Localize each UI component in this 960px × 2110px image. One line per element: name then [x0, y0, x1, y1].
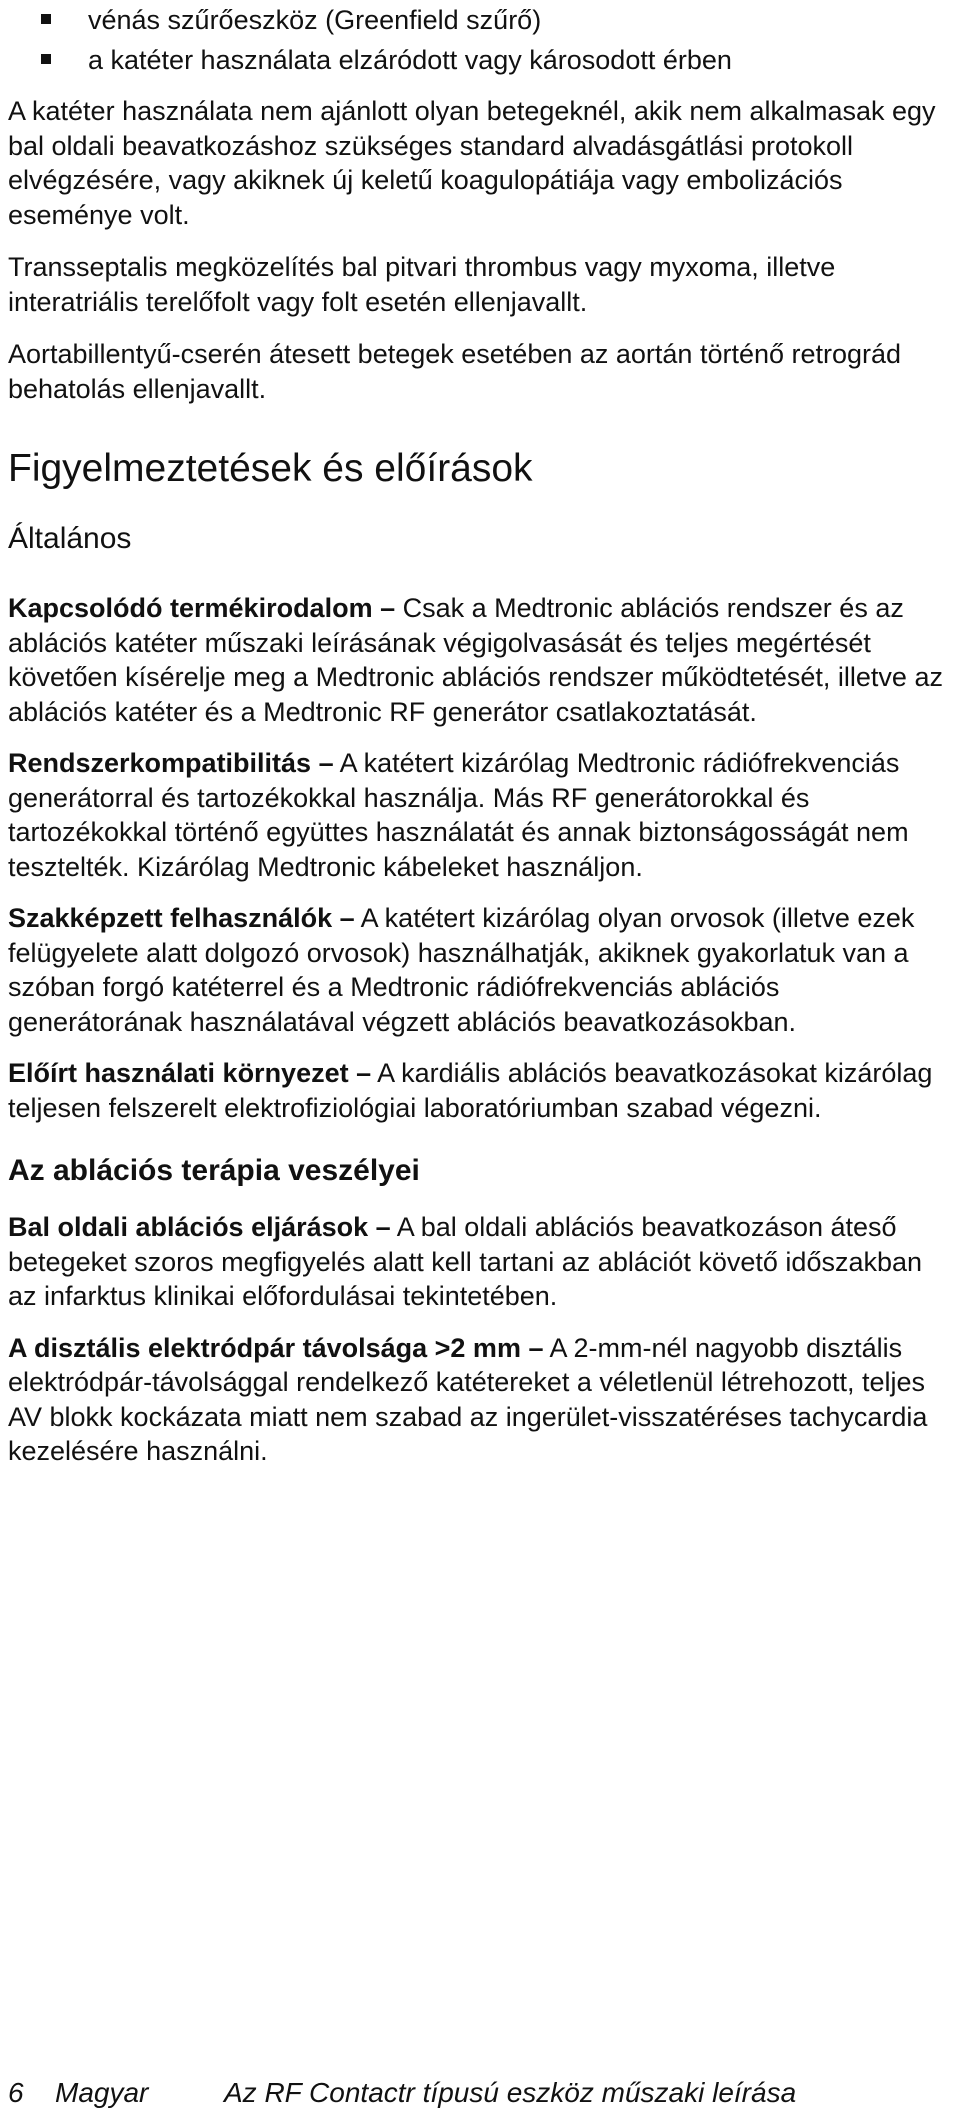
contraindication-bullet-list	[8, 0, 953, 80]
paragraph-qualified-users	[8, 901, 953, 1039]
term-text: A katétert kizárólag olyan orvosok (illetve ezek felügyelete alatt dolgozó orvosok) használhatják, akiknek gyakorlatuk van a szóban forgó katéterrel és a Medtronic rádiófrekvenciás ablációs generátorának használatával végzett ablációs beavatkozásokban.	[8, 903, 915, 1037]
term-text: A 2-mm-nél nagyobb disztális elektródpár-távolsággal rendelkező katétereket a véletlenül létrehozott, teljes AV blokk kockázata miatt nem szabad az ingerület-visszatéréses tachycardia kezelésére használni.	[8, 1332, 928, 1466]
square-bullet-icon	[41, 54, 51, 64]
paragraph-anticoagulation: A katéter használata nem ajánlott olyan betegeknél, akik nem alkalmasak egy bal oldali beavatkozáshoz szükséges standard alvadásgátlási protokoll elvégzésére, vagy akiknek új keletű koagulopátiája vagy embolizációs eseménye volt.	[8, 96, 936, 230]
paragraph-left-sided-ablation	[8, 1210, 953, 1314]
subsection-heading-general: Általános	[8, 522, 132, 555]
paragraph-system-compatibility	[8, 746, 953, 884]
square-bullet-icon	[41, 14, 51, 24]
term-label: Előírt használati környezet –	[8, 1058, 372, 1088]
term-text: A katétert kizárólag Medtronic rádiófrekvenciás generátorral és tartozékokkal használja. Más RF generátorokkal és tartozékokkal történő együttes használatát és annak biztonságosságát nem tesztelték. Kizárólag Medtronic kábeleket használjon.	[8, 748, 909, 882]
term-label: Kapcsolódó termékirodalom –	[8, 593, 396, 623]
term-label: A disztális elektródpár távolsága >2 mm –	[8, 1332, 544, 1363]
paragraph-distal-electrode-spacing	[8, 1331, 953, 1469]
paragraph-related-literature	[8, 591, 953, 729]
paragraph-usage-environment	[8, 1056, 953, 1125]
paragraph-aortic-valve: Aortabillentyű-cserén átesett betegek esetében az aortán történő retrográd behatolás ellenjavallt.	[8, 339, 902, 404]
term-text: Csak a Medtronic ablációs rendszer és az ablációs katéter műszaki leírásának végigolvasását és teljes megértését követően kísérelje meg a Medtronic ablációs rendszer működtetését, illetve az ablációs katéter és a Medtronic RF generátor csatlakoztatását.	[8, 593, 943, 727]
term-label: Bal oldali ablációs eljárások –	[8, 1212, 391, 1242]
subsection-heading-ablation-risks: Az ablációs terápia veszélyei	[8, 1154, 420, 1187]
bullet-text: vénás szűrőeszköz (Greenfield szűrő)	[88, 5, 542, 35]
bullet-text: a katéter használata elzáródott vagy károsodott érben	[88, 45, 732, 75]
term-text: A kardiális ablációs beavatkozásokat kizárólag teljesen felszerelt elektrofiziológiai laboratóriumban szabad végezni.	[8, 1058, 933, 1123]
term-label: Szakképzett felhasználók –	[8, 903, 355, 933]
page-number: 6	[8, 2077, 24, 2108]
paragraph-transseptal: Transseptalis megközelítés bal pitvari thrombus vagy myxoma, illetve interatriális terelőfolt vagy folt esetén ellenjavallt.	[8, 252, 836, 317]
page-content	[8, 0, 953, 1469]
footer-document-title: Az RF Contactr típusú eszköz műszaki leírása	[224, 2077, 797, 2108]
section-heading-warnings: Figyelmeztetések és előírások	[8, 447, 533, 490]
term-label: Rendszerkompatibilitás –	[8, 748, 334, 778]
bullet-item	[8, 40, 953, 80]
bullet-item	[8, 0, 953, 40]
term-text: A bal oldali ablációs beavatkozáson áteső betegeket szoros megfigyelés alatt kell tartani az ablációt követő időszakban az infarktus klinikai előfordulásai tekintetében.	[8, 1212, 923, 1311]
footer-language: Magyar	[55, 2077, 149, 2108]
